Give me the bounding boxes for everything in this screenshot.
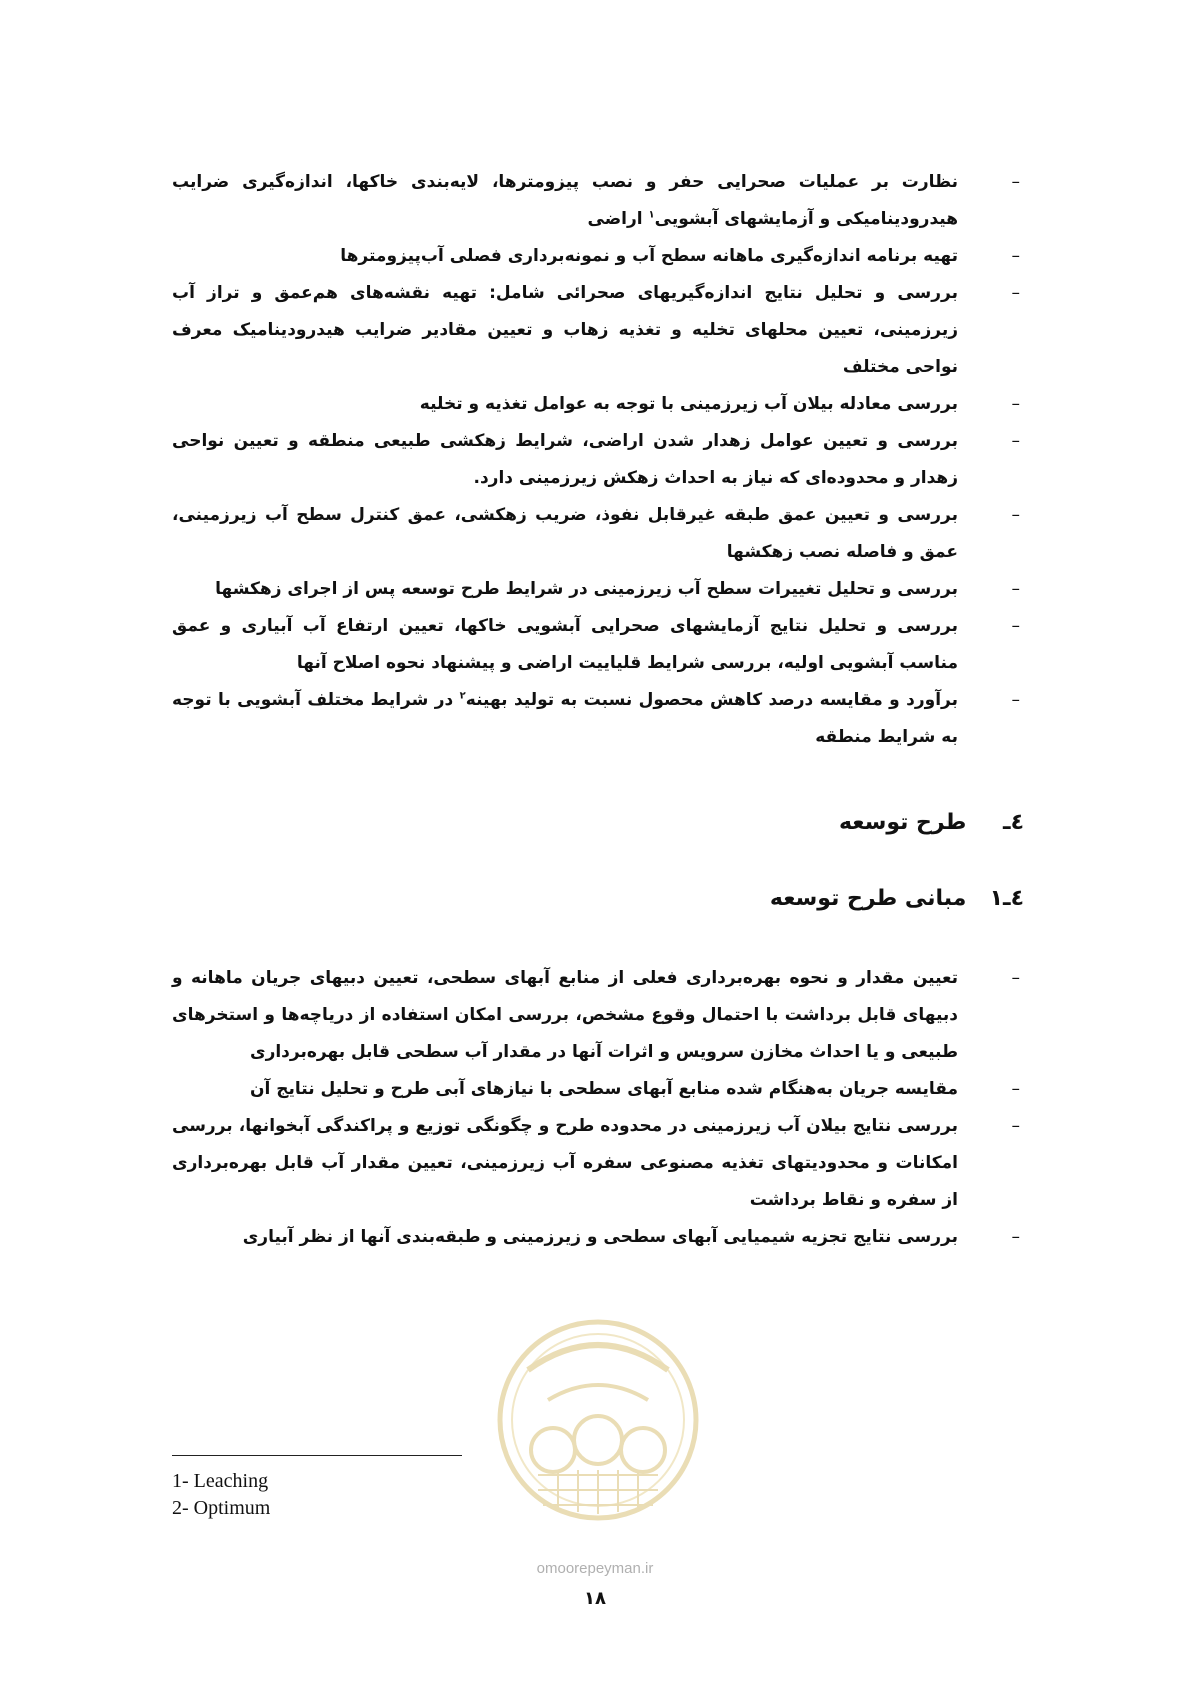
footnote-2: 2- Optimum [172,1497,271,1519]
list-item: – بررسی و تحلیل نتایج اندازه‌گیریهای صحرائی شامل: تهیه نقشه‌های هم‌عمق و تراز آب زیرزمینی، تعیین محلهای تخلیه و تغذیه زهاب و تعیین مقادیر ضرایب هیدرودینامیک معرف نواحی مختلف [172,275,1024,386]
list-item: – بررسی و تحلیل نتایج آزمایشهای صحرایی آبشویی خاکها، تعیین ارتفاع آب آبیاری و عمق مناسب آبشویی اولیه، بررسی شرایط قلیاییت اراضی و پیشنهاد نحوه اصلاح آنها [172,608,1024,682]
development-basis-list [172,960,1024,1256]
list-item: – مقایسه جریان به‌هنگام شده منابع آبهای سطحی با نیازهای آبی طرح و تحلیل نتایج آن [172,1071,1024,1108]
watermark-url: omoorepeyman.ir [536,1560,654,1577]
subsection-number: ٤ـ١ [989,886,1024,911]
list-item: – بررسی نتایج تجزیه شیمیایی آبهای سطحی و زیرزمینی و طبقه‌بندی آنها از نظر آبیاری [172,1219,1024,1256]
list-item: – بررسی و تحلیل تغییرات سطح آب زیرزمینی در شرایط طرح توسعه پس از اجرای زهکشها [172,571,1024,608]
list-item: – برآورد و مقایسه درصد کاهش محصول نسبت به تولید بهینه$^۲$ در شرایط مختلف آبشویی با توجه به شرایط منطقه [172,682,1024,756]
list-item: – بررسی و تعیین عوامل زهدار شدن اراضی، شرایط زهکشی طبیعی منطقه و تعیین نواحی زهدار و محدوده‌ای که نیاز به احداث زهکش زیرزمینی دارد. [172,423,1024,497]
subsection-heading [172,884,1024,914]
subsection-title: مبانی طرح توسعه [769,886,967,911]
list-item: – بررسی و تعیین عمق طبقه غیرقابل نفوذ، ضریب زهکشی، عمق کنترل سطح آب زیرزمینی، عمق و فاصله نصب زهکشها [172,497,1024,571]
page-number: ١٨ [584,1588,606,1609]
list-item: – بررسی نتایج بیلان آب زیرزمینی در محدوده طرح و چگونگی توزیع و پراکندگی آبخوانها، بررسی امکانات و محدودیتهای تغذیه مصنوعی سفره آب زیرزمینی، تعیین مقدار آب قابل بهره‌برداری از سفره و نقاط برداشت [172,1108,1024,1219]
main-content [172,164,1024,1256]
footnotes [172,1468,270,1522]
list-item: – تهیه برنامه اندازه‌گیری ماهانه سطح آب و نمونه‌برداری فصلی آب‌پیزومترها [172,238,1024,275]
footnote-marker: ۱ [648,209,655,221]
footnote-divider [172,1455,462,1456]
list-item: – تعیین مقدار و نحوه بهره‌برداری فعلی از منابع آبهای سطحی، تعیین دبیهای جریان ماهانه و دبیهای قابل برداشت با احتمال وقوع مشخص، بررسی امکان استفاده از دریاچه‌ها و استخرهای طبیعی و یا احداث مخازن سرویس و اثرات آنها در مقدار آب سطحی قابل بهره‌برداری [172,960,1024,1071]
footnote-marker: ۲ [459,690,466,702]
footnote-1: 1- Leaching [172,1470,269,1492]
section-title: طرح توسعه [838,810,967,835]
section-number: ٤ـ [1003,810,1024,835]
study-tasks-list [172,164,1024,756]
list-item: – بررسی معادله بیلان آب زیرزمینی با توجه به عوامل تغذیه و تخلیه [172,386,1024,423]
list-item: – نظارت بر عملیات صحرایی حفر و نصب پیزومترها، لایه‌بندی خاکها، اندازه‌گیری ضرایب هیدرودینامیکی و آزمایشهای آبشویی$^۱$ اراضی [172,164,1024,238]
watermark-logo [488,1300,708,1560]
section-heading [172,808,1024,838]
